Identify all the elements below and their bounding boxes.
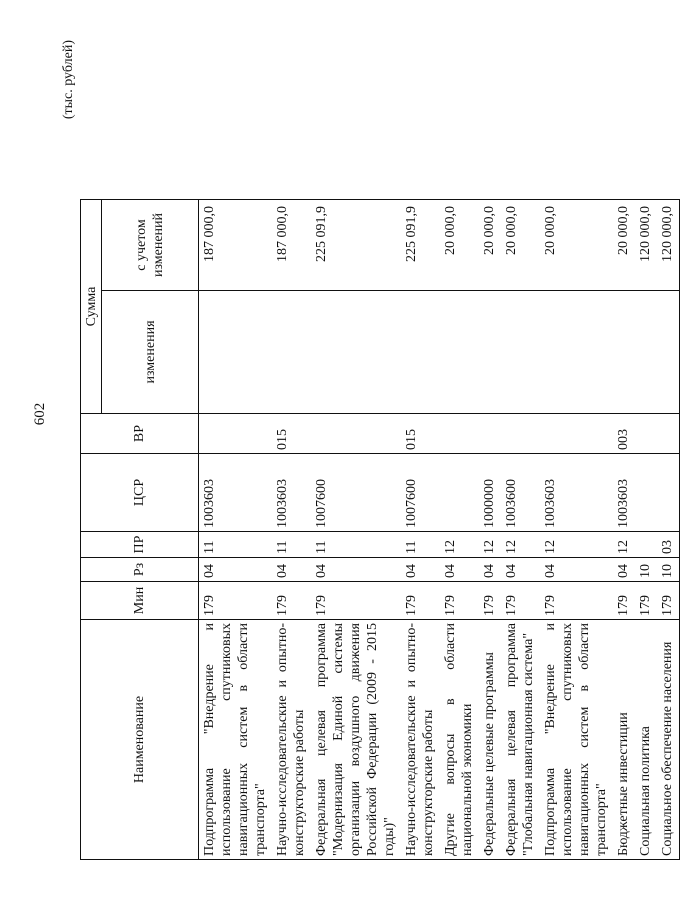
row-min: 179 [657, 582, 680, 620]
row-min: 179 [635, 582, 657, 620]
row-vr [635, 414, 657, 454]
row-rz: 10 [657, 558, 680, 582]
unit-note: (тыс. рублей) [61, 40, 76, 120]
row-csr: 1007600 [311, 454, 401, 532]
budget-table [80, 199, 680, 860]
table-row [657, 200, 680, 860]
row-vr [657, 414, 680, 454]
row-pr: 12 [479, 532, 501, 558]
row-changes [401, 291, 440, 414]
row-name: Другие вопросы в области национальной экономики [440, 620, 479, 860]
row-rz: 04 [440, 558, 479, 582]
row-total: 20 000,0 [501, 200, 540, 291]
row-vr [479, 414, 501, 454]
table-row [479, 200, 501, 860]
header-changes: изменения [102, 291, 199, 414]
row-total: 120 000,0 [657, 200, 680, 291]
row-pr: 12 [501, 532, 540, 558]
header-pr: ПР [81, 532, 199, 558]
row-csr: 1003603 [272, 454, 311, 532]
row-total: 225 091,9 [401, 200, 440, 291]
row-vr: 003 [613, 414, 635, 454]
row-csr [440, 454, 479, 532]
row-min: 179 [613, 582, 635, 620]
table-row [540, 200, 613, 860]
row-changes [613, 291, 635, 414]
row-total: 20 000,0 [440, 200, 479, 291]
row-name: Федеральная целевая программа "Глобальная навигационная система" [501, 620, 540, 860]
page-number: 602 [32, 402, 48, 426]
row-name: Подпрограмма "Внедрение и использование спутниковых навигационных систем в области транспорта" [199, 620, 273, 860]
row-changes [540, 291, 613, 414]
row-total: 187 000,0 [199, 200, 273, 291]
row-min: 179 [440, 582, 479, 620]
row-total: 120 000,0 [635, 200, 657, 291]
header-rz: Рз [81, 558, 199, 582]
row-name: Бюджетные инвестиции [613, 620, 635, 860]
row-changes [272, 291, 311, 414]
row-rz: 10 [635, 558, 657, 582]
row-total: 187 000,0 [272, 200, 311, 291]
row-changes [479, 291, 501, 414]
row-csr: 1003603 [613, 454, 635, 532]
row-pr [635, 532, 657, 558]
row-name: Федеральная целевая программа "Модернизация Единой системы организации воздушного движения Российской Федерации (2009 - 2015 годы)" [311, 620, 401, 860]
row-pr: 11 [311, 532, 401, 558]
row-min: 179 [479, 582, 501, 620]
row-min: 179 [199, 582, 273, 620]
row-csr: 1003600 [501, 454, 540, 532]
row-csr: 1000000 [479, 454, 501, 532]
header-min: Мин [81, 582, 199, 620]
table-row [635, 200, 657, 860]
row-rz: 04 [479, 558, 501, 582]
row-min: 179 [272, 582, 311, 620]
row-pr: 11 [401, 532, 440, 558]
header-sum: Сумма [81, 200, 102, 414]
header-with-changes: с учетом изменений [102, 200, 199, 291]
row-rz: 04 [401, 558, 440, 582]
row-total: 20 000,0 [540, 200, 613, 291]
row-name: Научно-исследовательские и опытно-конструкторские работы [272, 620, 311, 860]
row-rz: 04 [199, 558, 273, 582]
row-changes [311, 291, 401, 414]
row-vr [440, 414, 479, 454]
row-rz: 04 [272, 558, 311, 582]
row-csr: 1003603 [199, 454, 273, 532]
row-name: Подпрограмма "Внедрение и использование спутниковых навигационных систем в области транспорта" [540, 620, 613, 860]
table-row [613, 200, 635, 860]
row-csr: 1007600 [401, 454, 440, 532]
row-rz: 04 [311, 558, 401, 582]
row-total: 20 000,0 [613, 200, 635, 291]
row-pr: 12 [613, 532, 635, 558]
table-row [311, 200, 401, 860]
row-vr [501, 414, 540, 454]
row-vr: 015 [401, 414, 440, 454]
row-rz: 04 [540, 558, 613, 582]
table-row [501, 200, 540, 860]
row-vr [311, 414, 401, 454]
row-rz: 04 [501, 558, 540, 582]
row-min: 179 [540, 582, 613, 620]
table-body [199, 200, 680, 860]
row-changes [501, 291, 540, 414]
row-csr [635, 454, 657, 532]
row-min: 179 [401, 582, 440, 620]
row-total: 20 000,0 [479, 200, 501, 291]
row-rz: 04 [613, 558, 635, 582]
row-changes [657, 291, 680, 414]
row-pr: 12 [540, 532, 613, 558]
row-name: Научно-исследовательские и опытно-конструкторские работы [401, 620, 440, 860]
row-csr: 1003603 [540, 454, 613, 532]
table-row [272, 200, 311, 860]
row-changes [440, 291, 479, 414]
row-pr: 11 [272, 532, 311, 558]
row-csr [657, 454, 680, 532]
row-vr: 015 [272, 414, 311, 454]
row-vr [199, 414, 273, 454]
table-row [401, 200, 440, 860]
row-name: Социальное обеспечение населения [657, 620, 680, 860]
row-min: 179 [311, 582, 401, 620]
row-vr [540, 414, 613, 454]
row-pr: 12 [440, 532, 479, 558]
header-name: Наименование [81, 620, 199, 860]
header-csr: ЦСР [81, 454, 199, 532]
row-pr: 03 [657, 532, 680, 558]
row-total: 225 091,9 [311, 200, 401, 291]
header-vr: ВР [81, 414, 199, 454]
row-changes [635, 291, 657, 414]
table-row [440, 200, 479, 860]
row-min: 179 [501, 582, 540, 620]
row-name: Федеральные целевые программы [479, 620, 501, 860]
row-name: Социальная политика [635, 620, 657, 860]
table-row [199, 200, 273, 860]
rotated-table-page [60, 40, 675, 860]
row-pr: 11 [199, 532, 273, 558]
row-changes [199, 291, 273, 414]
